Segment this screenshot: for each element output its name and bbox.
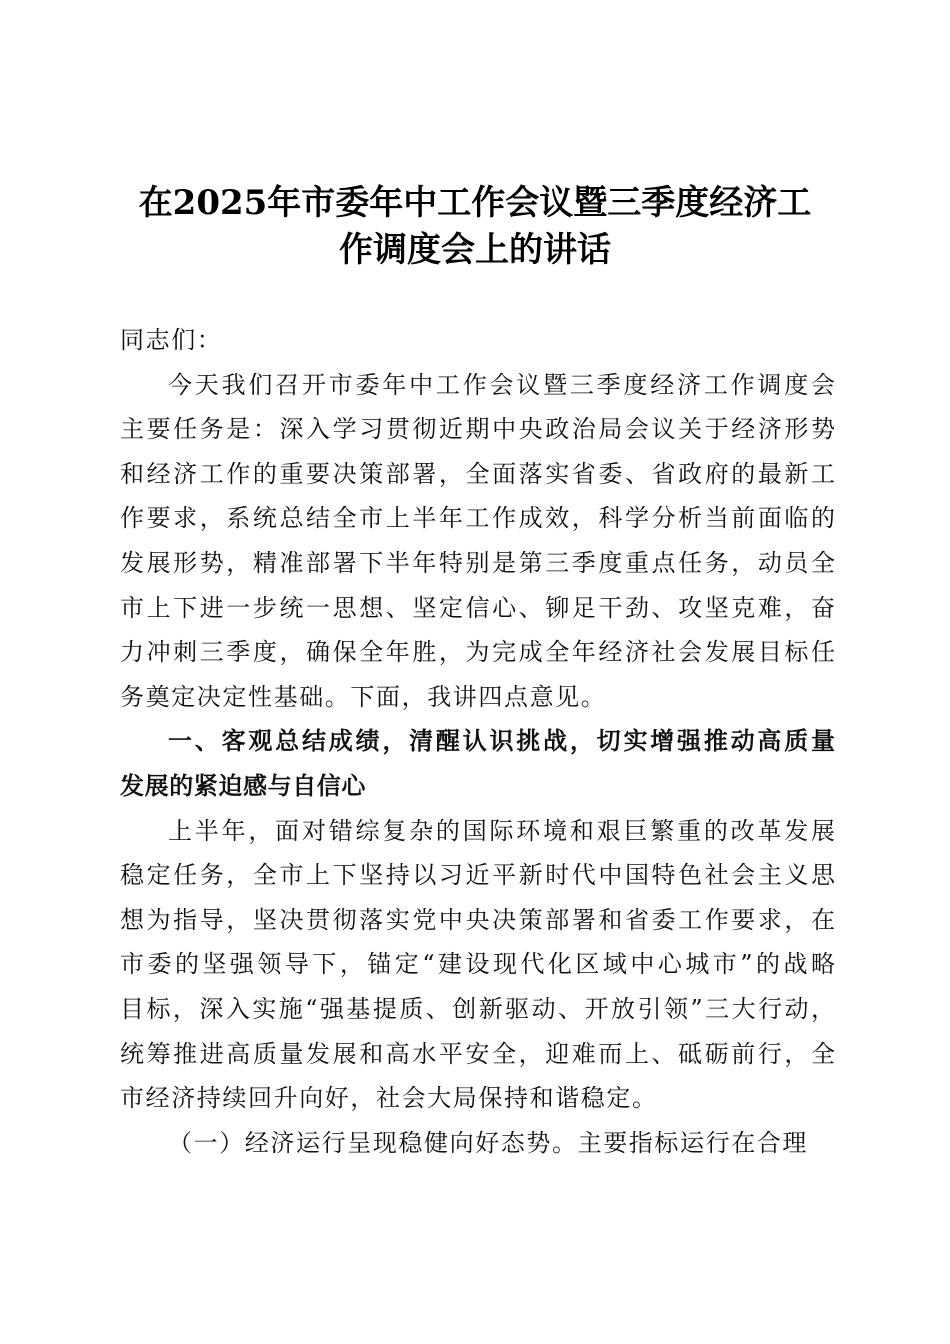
document-body bbox=[120, 318, 835, 1165]
subsection-heading-lead: （一）经济运行呈现稳健向好态势。 bbox=[168, 1128, 578, 1157]
paragraph-line: 和经济工作的重要决策部署，全面落实省委、省政府的最新工 bbox=[120, 459, 835, 488]
paragraph-line: 力冲刺三季度，确保全年胜，为完成全年经济社会发展目标任 bbox=[120, 638, 835, 667]
paragraph-line: 主要任务是：深入学习贯彻近期中央政治局会议关于经济形势 bbox=[120, 415, 835, 444]
paragraph-line: 统筹推进高质量发展和高水平安全，迎难而上、砥砺前行，全 bbox=[120, 1039, 835, 1068]
paragraph-line: 想为指导，坚决贯彻落实党中央决策部署和省委工作要求，在 bbox=[120, 905, 835, 934]
paragraph-line: 目标，深入实施“强基提质、创新驱动、开放引领”三大行动， bbox=[120, 994, 835, 1023]
paragraph-line: 作要求，系统总结全市上半年工作成效，科学分析当前面临的 bbox=[120, 504, 835, 533]
paragraph-line: 市经济持续回升向好，社会大局保持和谐稳定。 bbox=[120, 1084, 658, 1113]
paragraph-line: 市上下进一步统一思想、坚定信心、铆足干劲、攻坚克难，奋 bbox=[120, 593, 835, 622]
heading-line: 发展的紧迫感与自信心 bbox=[120, 771, 366, 800]
salutation: 同志们： bbox=[120, 326, 223, 354]
paragraph-opening bbox=[120, 363, 835, 720]
paragraph-line: 今天我们召开市委年中工作会议暨三季度经济工作调度会 bbox=[168, 370, 835, 399]
paragraph-line: 务奠定决定性基础。下面，我讲四点意见。 bbox=[120, 682, 607, 711]
subsection-heading-text: 主要指标运行在合理 bbox=[577, 1128, 809, 1157]
subsection-heading-1 bbox=[120, 1121, 835, 1166]
paragraph-line: 发展形势，精准部署下半年特别是第三季度重点任务，动员全 bbox=[120, 548, 835, 577]
paragraph-line: 稳定任务，全市上下坚持以习近平新时代中国特色社会主义思 bbox=[120, 861, 835, 890]
section-heading-1 bbox=[120, 719, 835, 808]
document-title-line-1: 在2025年市委年中工作会议暨三季度经济工 bbox=[138, 183, 812, 223]
paragraph-first-half-review bbox=[120, 809, 835, 1121]
heading-line: 一、客观总结成绩，清醒认识挑战，切实增强推动高质量 bbox=[168, 727, 835, 756]
paragraph-line: 市委的坚强领导下，锚定“建设现代化区域中心城市”的战略 bbox=[120, 950, 835, 979]
paragraph-line: 上半年，面对错综复杂的国际环境和艰巨繁重的改革发展 bbox=[168, 816, 835, 845]
document-title-line-2: 作调度会上的讲话 bbox=[339, 230, 611, 270]
